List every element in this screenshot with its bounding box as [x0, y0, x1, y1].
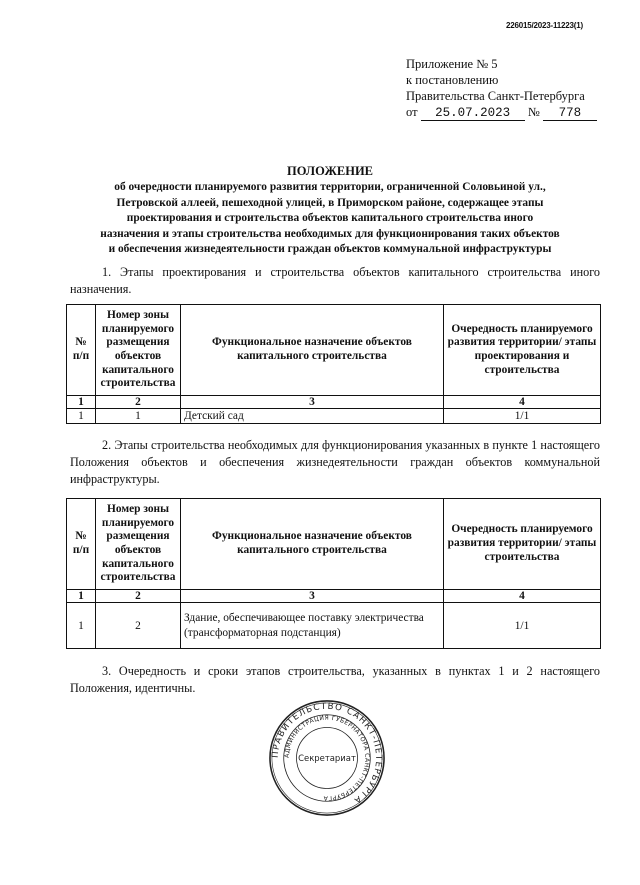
table-row: [67, 409, 601, 424]
annex-line-1: Приложение № 5: [406, 57, 498, 71]
annex-date-line: [406, 104, 597, 121]
subtitle-line: назначения и этапы строительства необходимых для функционирования таких объектов: [100, 227, 560, 240]
subtitle-line: проектирования и строительства объектов капитального строительства иного: [126, 212, 534, 225]
table-stages-1: [66, 304, 601, 424]
header-index: № п/п: [67, 305, 96, 396]
cell-zone: 2: [96, 603, 181, 649]
cell-zone: 1: [96, 409, 181, 424]
column-number: 4: [444, 590, 601, 603]
document-number: 226015/2023-11223(1): [506, 21, 583, 30]
header-priority: Очередность планируемого развития территории/ этапы проектирования и строительства: [444, 305, 601, 396]
table-header-row: [67, 305, 601, 396]
annex-line-3: Правительства Санкт-Петербурга: [406, 89, 585, 103]
table-header-row: [67, 499, 601, 590]
seal-inner-text: АДМИНИСТРАЦИЯ ГУБЕРНАТОРА САНКТ-ПЕТЕРБУРГА: [283, 714, 371, 802]
subtitle-line: и обеспечения жизнедеятельности граждан объектов коммунальной инфраструктуры: [108, 243, 552, 256]
column-number: 1: [67, 396, 96, 409]
header-priority: Очередность планируемого развития территории/ этапы строительства: [444, 499, 601, 590]
header-index: № п/п: [67, 499, 96, 590]
column-number: 3: [181, 396, 444, 409]
cell-function: Здание, обеспечивающее поставку электричества (трансформаторная подстанция): [181, 603, 444, 649]
column-number: 2: [96, 590, 181, 603]
cell-priority: 1/1: [444, 603, 601, 649]
header-zone: Номер зоны планируемого размещения объектов капитального строительства: [96, 499, 181, 590]
cell-index: 1: [67, 603, 96, 649]
subtitle-line: об очередности планируемого развития территории, ограниченной Соловьиной ул.,: [114, 181, 546, 193]
cell-priority: 1/1: [444, 409, 601, 424]
seal-center-text: Секретариат: [298, 752, 356, 763]
annex-number: 778: [543, 107, 597, 121]
cell-function: Детский сад: [181, 409, 444, 424]
annex-date: 25.07.2023: [421, 107, 525, 121]
annex-block: [406, 56, 597, 121]
official-seal: [268, 699, 386, 817]
section-3-text: 3. Очередность и сроки этапов строительства, указанных в пунктах 1 и 2 настоящего Положения, идентичны.: [70, 664, 600, 695]
section-1-text: 1. Этапы проектирования и строительства объектов капитального строительства иного назначения.: [70, 265, 600, 296]
annex-from-label: от: [406, 105, 418, 119]
subtitle-line: Петровской аллеей, пешеходной улицей, в Приморском районе, содержащее этапы: [116, 196, 544, 209]
header-zone: Номер зоны планируемого размещения объектов капитального строительства: [96, 305, 181, 396]
column-number: 4: [444, 396, 601, 409]
column-number-row: [67, 590, 601, 603]
annex-number-label: №: [527, 105, 540, 119]
column-number: 1: [67, 590, 96, 603]
header-function: Функциональное назначение объектов капитального строительства: [181, 499, 444, 590]
column-number-row: [67, 396, 601, 409]
document-title: ПОЛОЖЕНИЕ: [286, 164, 374, 178]
annex-line-2: к постановлению: [406, 73, 499, 87]
seal-outer-text: ПРАВИТЕЛЬСТВО САНКТ-ПЕТЕРБУРГА: [270, 701, 384, 806]
section-2-text: 2. Этапы строительства необходимых для функционирования указанных в пункте 1 настоящего Положения объектов и обеспечения жизнедеятельности граждан объектов коммунальной инфраструктуры.: [70, 438, 600, 486]
cell-index: 1: [67, 409, 96, 424]
table-stages-2: [66, 498, 601, 649]
table-row: [67, 603, 601, 649]
column-number: 3: [181, 590, 444, 603]
header-function: Функциональное назначение объектов капитального строительства: [181, 305, 444, 396]
document-subtitle: [60, 180, 600, 258]
column-number: 2: [96, 396, 181, 409]
